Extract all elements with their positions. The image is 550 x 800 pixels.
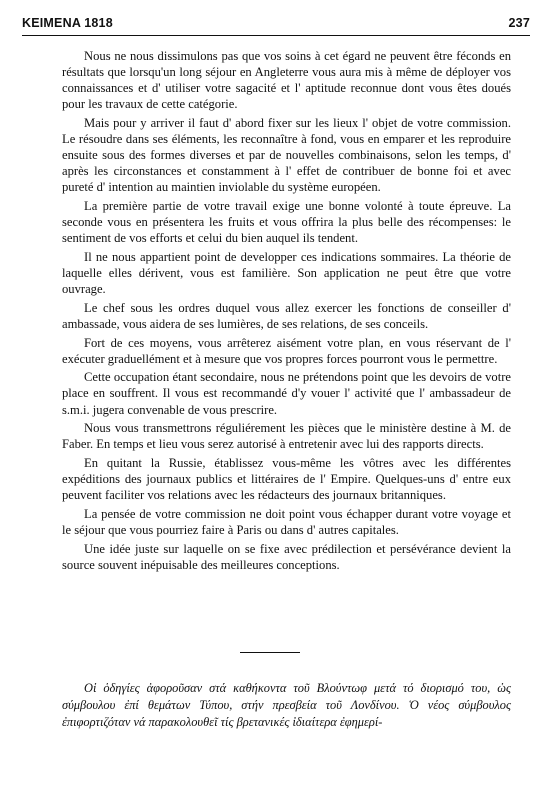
paragraph: Mais pour y arriver il faut d' abord fixer sur les lieux l' objet de votre commission. Le résoudre dans ses éléments, les reconnaître à fond, vous en emparer et les reproduire ensuite sous des formes diverses et par de nouvelles combinaisons, selon les temps, d' après les circonstances et constamment à l' effet de contribuer de bonne foi et avec pureté d' intention au maintien inviolable du système européen. bbox=[62, 115, 511, 195]
header-title: KEIMENA 1818 bbox=[22, 16, 113, 30]
body-text bbox=[62, 48, 511, 575]
greek-paragraph: Οἱ ὁδηγίες ἀφοροῦσαν στά καθήκοντα τοῦ Βλούντωφ μετά τό διορισμό του, ὡς σύμβουλου ἐπί θεμάτων Τύπου, στήν πρεσβεία τοῦ Λονδίνου. Ὁ νέος σύμβουλος ἐπιφορτιζόταν νά παρακολουθεῖ τίς βρετανικές ἰδιαίτερα ἐφημερί- bbox=[62, 681, 511, 730]
header-rule bbox=[22, 35, 530, 36]
paragraph: En quitant la Russie, établissez vous-même les vôtres avec les différentes expéditions des journaux publics et littéraires de l' Empire. Quelques-uns d' entre eux peuvent faciliter vos relations avec les rédacteurs des journaux britanniques. bbox=[62, 456, 511, 503]
paragraph: Une idée juste sur laquelle on se fixe avec prédilection et persévérance devient la source souvent inépuisable des meilleures conceptions. bbox=[62, 541, 511, 572]
paragraph: Cette occupation étant secondaire, nous ne prétendons point que les devoirs de votre place en souffrent. Il vous est recommandé d'y vouer l' activité que l' ambassadeur de s.m.i. jugera convenable de vous prescrire. bbox=[62, 370, 511, 417]
paragraph: La première partie de votre travail exige une bonne volonté à toute épreuve. La seconde vous en présentera les fruits et vous offrira la plus belle des récompenses: le sentiment de vos efforts et celui du bien auquel ils tendent. bbox=[62, 199, 511, 246]
paragraph: Fort de ces moyens, vous arrêterez aisément votre plan, en vous réservant de l' exécuter graduellément et à mesure que vos propres forces pourront vous le permettre. bbox=[62, 335, 511, 366]
paragraph: La pensée de votre commission ne doit point vous échapper durant votre voyage et le séjour que vous pourriez faire à Paris ou dans d' autres capitales. bbox=[62, 506, 511, 537]
section-divider bbox=[240, 652, 300, 653]
paragraph: Le chef sous les ordres duquel vous allez exercer les fonctions de conseiller d' ambassade, vous aidera de ses lumières, de ses relations, de ses conceils. bbox=[62, 300, 511, 331]
paragraph: Nous vous transmettrons réguliérement les pièces que le ministère destine à M. de Faber. En temps et lieu vous serez autorisé à entretenir avec lui des rapports directs. bbox=[62, 421, 511, 452]
page-number: 237 bbox=[508, 16, 530, 30]
paragraph: Il ne nous appartient point de developper ces indications sommaires. La théorie de laquelle elles dérivent, vous est familière. Son application ne peut être que votre ouvrage. bbox=[62, 249, 511, 297]
paragraph: Nous ne nous dissimulons pas que vos soins à cet égard ne peuvent être féconds en résultats que lorsqu'un long séjour en Angleterre vous aura mis à même de déployer vos connaissances et d' utiliser votre sagacité et l' aptitude reconnue dont vous êtes doués pour les travaux de cette catégorie. bbox=[62, 49, 511, 112]
greek-commentary bbox=[62, 680, 511, 732]
